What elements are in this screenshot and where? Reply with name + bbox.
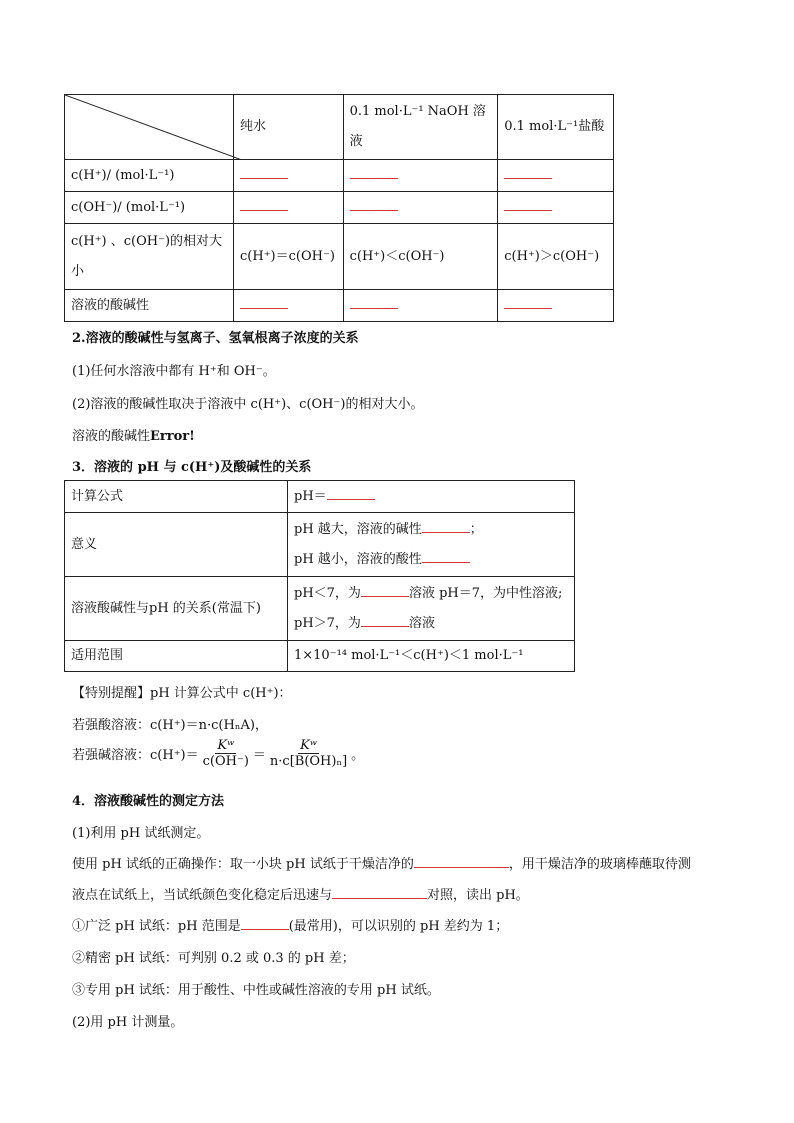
meaning-text-1: pH 越大，溶液的碱性 (294, 521, 422, 537)
ph-table (64, 480, 575, 672)
relation-cell: c(H⁺)＜c(OH⁻) (343, 224, 498, 290)
header-naoh: 0.1 mol·L⁻¹ NaOH 溶液 (343, 95, 498, 160)
blank-cell[interactable] (498, 290, 614, 322)
answer-blank[interactable] (240, 294, 288, 309)
relation-text-2b: 溶液 (408, 615, 435, 631)
blank-cell[interactable] (343, 290, 498, 322)
row-label-oh: c(OH⁻)/ (mol·L⁻¹) (65, 192, 234, 224)
meaning-cell (288, 513, 575, 577)
relation-line-2 (294, 609, 568, 639)
answer-blank[interactable] (240, 164, 288, 179)
section4-item2: ②精密 pH 试纸：可判别 0.2 或 0.3 的 pH 差； (72, 951, 355, 966)
meaning-line-1 (294, 515, 568, 545)
blank-cell[interactable] (343, 160, 498, 192)
range-value: 1×10⁻¹⁴ mol·L⁻¹＜c(H⁺)＜1 mol·L⁻¹ (288, 641, 575, 672)
blank-cell[interactable] (498, 192, 614, 224)
formula-label: 计算公式 (65, 481, 288, 513)
section4-item1 (72, 915, 722, 934)
formula-cell (288, 481, 575, 513)
section2-p3 (72, 425, 722, 444)
answer-blank[interactable] (422, 548, 470, 563)
answer-blank[interactable] (240, 196, 288, 211)
equals-sign: ＝ (252, 748, 266, 763)
p2-text-b: ，用干燥洁净的玻璃棒蘸取待测 (508, 857, 691, 872)
row-label-acidity: 溶液的酸碱性 (65, 290, 234, 322)
fraction-1 (201, 738, 251, 769)
fraction-2-numerator: Kʷ (300, 738, 317, 753)
p3-text-b: 对照，读出 pH。 (427, 888, 529, 903)
meaning-label: 意义 (65, 513, 288, 577)
answer-blank[interactable] (422, 518, 470, 533)
meaning-end: ； (469, 521, 483, 537)
section4-item3: ③专用 pH 试纸：用于酸性、中性或碱性溶液的专用 pH 试纸。 (72, 983, 440, 998)
base-end: 。 (351, 748, 365, 763)
relation-text-1a: pH＜7，为 (294, 585, 361, 601)
blank-cell[interactable] (234, 192, 344, 224)
base-prefix: 若强碱溶液：c(H⁺)＝ (72, 748, 199, 763)
diagonal-line (65, 95, 242, 160)
relation-cell: c(H⁺)＞c(OH⁻) (498, 224, 614, 290)
header-pure-water: 纯水 (234, 95, 344, 160)
fraction-1-numerator: Kʷ (217, 738, 235, 753)
range-label: 适用范围 (65, 641, 288, 672)
meaning-text-2: pH 越小，溶液的酸性 (294, 551, 422, 567)
relation-cell: c(H⁺)＝c(OH⁻) (234, 224, 344, 290)
answer-blank[interactable] (350, 196, 398, 211)
answer-blank[interactable] (504, 164, 552, 179)
relation-cell (288, 577, 575, 641)
diagonal-header-cell (65, 95, 234, 160)
p3-text-a: 液点在试纸上，当试纸颜色变化稳定后迅速与 (72, 888, 333, 903)
item1-text-a: ①广泛 pH 试纸：pH 范围是 (72, 919, 241, 934)
row-label-relative: c(H⁺) 、c(OH⁻)的相对大小 (65, 224, 234, 290)
section4-p4: (2)用 pH 计测量。 (72, 1015, 184, 1030)
error-text: Error! (150, 429, 195, 444)
section2-heading: 2.溶液的酸碱性与氢离子、氢氧根离子浓度的关系 (72, 331, 359, 346)
formula-prefix: pH＝ (294, 488, 327, 504)
relation-label: 溶液酸碱性与pH 的关系(常温下) (65, 577, 288, 641)
item1-text-b: (最常用)，可以识别的 pH 差约为 1； (288, 919, 509, 934)
relation-text-2a: pH＞7，为 (294, 615, 361, 631)
tip-line: 【特别提醒】pH 计算公式中 c(H⁺)： (72, 686, 292, 701)
answer-blank[interactable] (414, 853, 509, 868)
blank-cell[interactable] (498, 160, 614, 192)
answer-blank[interactable] (350, 294, 398, 309)
fraction-2 (268, 738, 349, 769)
acid-line: 若强酸溶液：c(H⁺)＝n·c(HₙA)， (72, 718, 268, 733)
meaning-line-2 (294, 545, 568, 575)
section2-p2: (2)溶液的酸碱性取决于溶液中 c(H⁺)、c(OH⁻)的相对大小。 (72, 397, 424, 412)
answer-blank[interactable] (361, 582, 409, 597)
row-label-h: c(H⁺)/ (mol·L⁻¹) (65, 160, 234, 192)
section2-p1: (1)任何水溶液中都有 H⁺和 OH⁻。 (72, 364, 276, 379)
answer-blank[interactable] (350, 164, 398, 179)
blank-cell[interactable] (234, 160, 344, 192)
answer-blank[interactable] (504, 294, 552, 309)
fraction-1-denominator: c(OH⁻) (202, 754, 249, 769)
header-hcl: 0.1 mol·L⁻¹盐酸 (498, 95, 614, 160)
relation-line-1 (294, 579, 568, 609)
section4-heading: 4．溶液酸碱性的测定方法 (72, 794, 225, 809)
section4-p3 (72, 884, 722, 903)
p2-text-a: 使用 pH 试纸的正确操作：取一小块 pH 试纸于干燥洁净的 (72, 857, 414, 872)
blank-cell[interactable] (234, 290, 344, 322)
section4-p2 (72, 853, 722, 872)
answer-blank[interactable] (327, 485, 375, 500)
comparison-table (64, 94, 614, 322)
answer-blank[interactable] (241, 915, 289, 930)
answer-blank[interactable] (504, 196, 552, 211)
fraction-2-denominator: n·c[B(OH)ₙ] (269, 754, 348, 769)
answer-blank[interactable] (332, 884, 427, 899)
section3-heading: 3．溶液的 pH 与 c(H⁺)及酸碱性的关系 (72, 460, 312, 475)
blank-cell[interactable] (343, 192, 498, 224)
answer-blank[interactable] (361, 612, 409, 627)
section4-p1: (1)利用 pH 试纸测定。 (72, 826, 210, 841)
acidity-text: 溶液的酸碱性 (72, 429, 151, 444)
base-line (72, 738, 722, 769)
relation-text-1b: 溶液 pH＝7，为中性溶液; (408, 585, 563, 601)
